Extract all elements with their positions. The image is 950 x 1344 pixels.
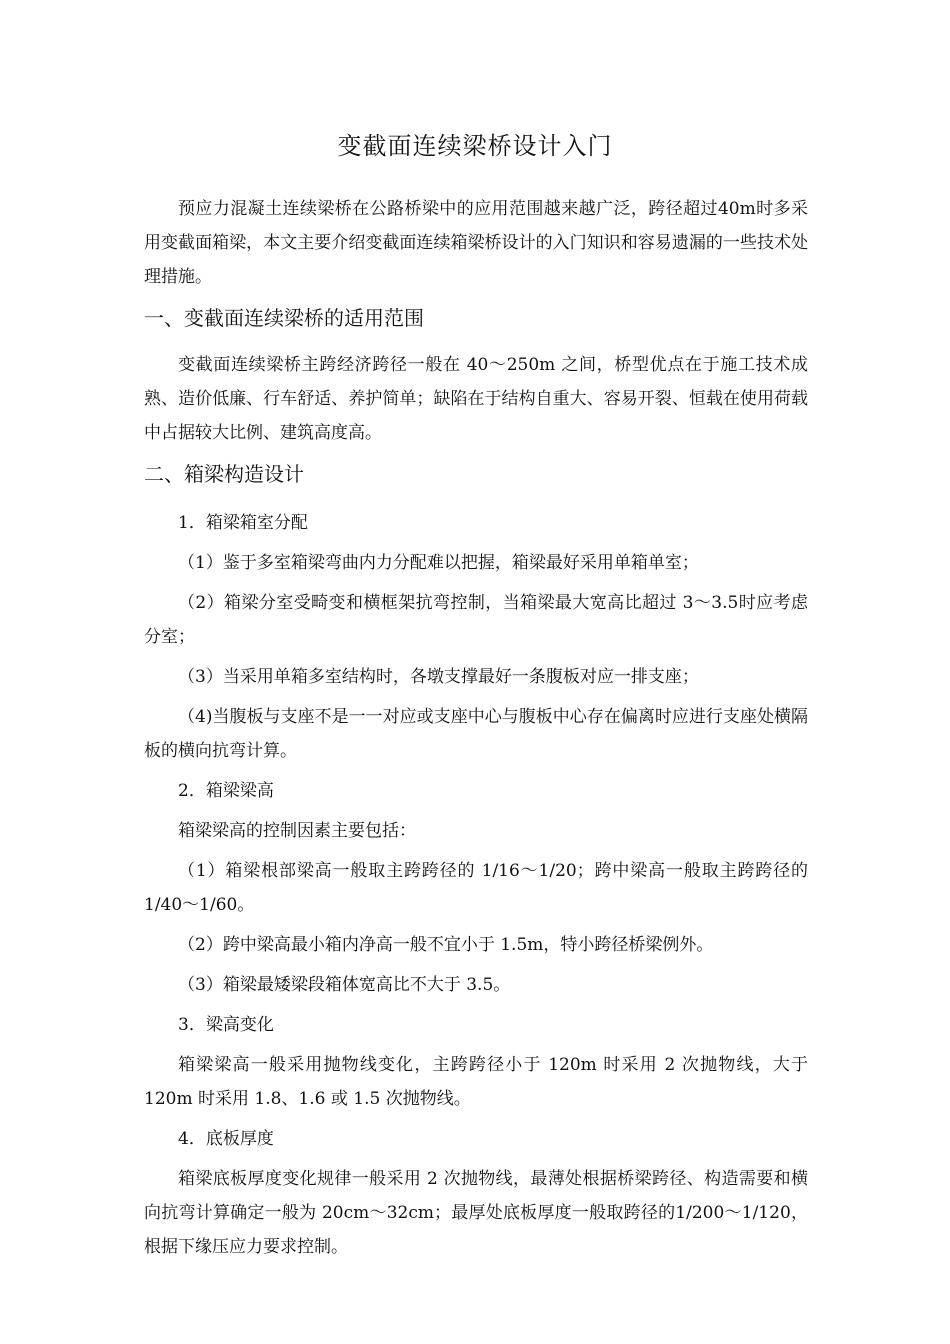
intro-paragraph: 预应力混凝土连续梁桥在公路桥梁中的应用范围越来越广泛，跨径超过40m时多采用变截面箱梁，本文主要介绍变截面连续箱梁桥设计的入门知识和容易遗漏的一些技术处理措施。 <box>144 199 808 287</box>
section-heading: 二、箱梁构造设计 <box>144 462 304 486</box>
body-paragraph: 箱梁底板厚度变化规律一般采用 2 次抛物线，最薄处根据桥梁跨径、构造需要和横向抗弯计算确定一般为 20cm～32cm；最厚处底板厚度一般取跨径的1/200～1/120，根据下缘压应力要求控制。 <box>144 1169 808 1257</box>
list-item: （1）鉴于多室箱梁弯曲内力分配难以把握，箱梁最好采用单箱单室； <box>178 553 699 573</box>
list-item: （4)当腹板与支座不是一一对应或支座中心与腹板中心存在偏离时应进行支座处横隔板的横向抗弯计算。 <box>144 707 808 761</box>
list-item: （3）当采用单箱多室结构时，各墩支撑最好一条腹板对应一排支座； <box>178 667 699 687</box>
list-item: （2）跨中梁高最小箱内净高一般不宜小于 1.5m，特小跨径桥梁例外。 <box>178 935 714 955</box>
list-item: （2）箱梁分室受畸变和横框架抗弯控制，当箱梁最大宽高比超过 3～3.5时应考虑分室； <box>144 593 808 647</box>
subheading: 1．箱梁箱室分配 <box>178 513 308 533</box>
subheading: 3．梁高变化 <box>178 1015 274 1035</box>
section-heading: 一、变截面连续梁桥的适用范围 <box>144 306 424 330</box>
list-item: （3）箱梁最矮梁段箱体宽高比不大于 3.5。 <box>178 975 511 995</box>
document-title: 变截面连续梁桥设计入门 <box>337 132 613 160</box>
list-item: （1）箱梁根部梁高一般取主跨跨径的 1/16～1/20；跨中梁高一般取主跨跨径的 1/40～1/60。 <box>144 861 808 915</box>
body-paragraph: 变截面连续梁桥主跨经济跨径一般在 40～250m 之间，桥型优点在于施工技术成熟、造价低廉、行车舒适、养护简单；缺陷在于结构自重大、容易开裂、恒载在使用荷载中占据较大比例、建筑高度高。 <box>144 355 808 443</box>
document-body <box>144 192 808 1270</box>
subheading: 4．底板厚度 <box>178 1129 274 1149</box>
subheading: 2．箱梁梁高 <box>178 781 274 801</box>
body-paragraph: 箱梁梁高一般采用抛物线变化，主跨跨径小于 120m 时采用 2 次抛物线，大于 120m 时采用 1.8、1.6 或 1.5 次抛物线。 <box>144 1055 808 1109</box>
body-paragraph: 箱梁梁高的控制因素主要包括： <box>178 821 416 841</box>
